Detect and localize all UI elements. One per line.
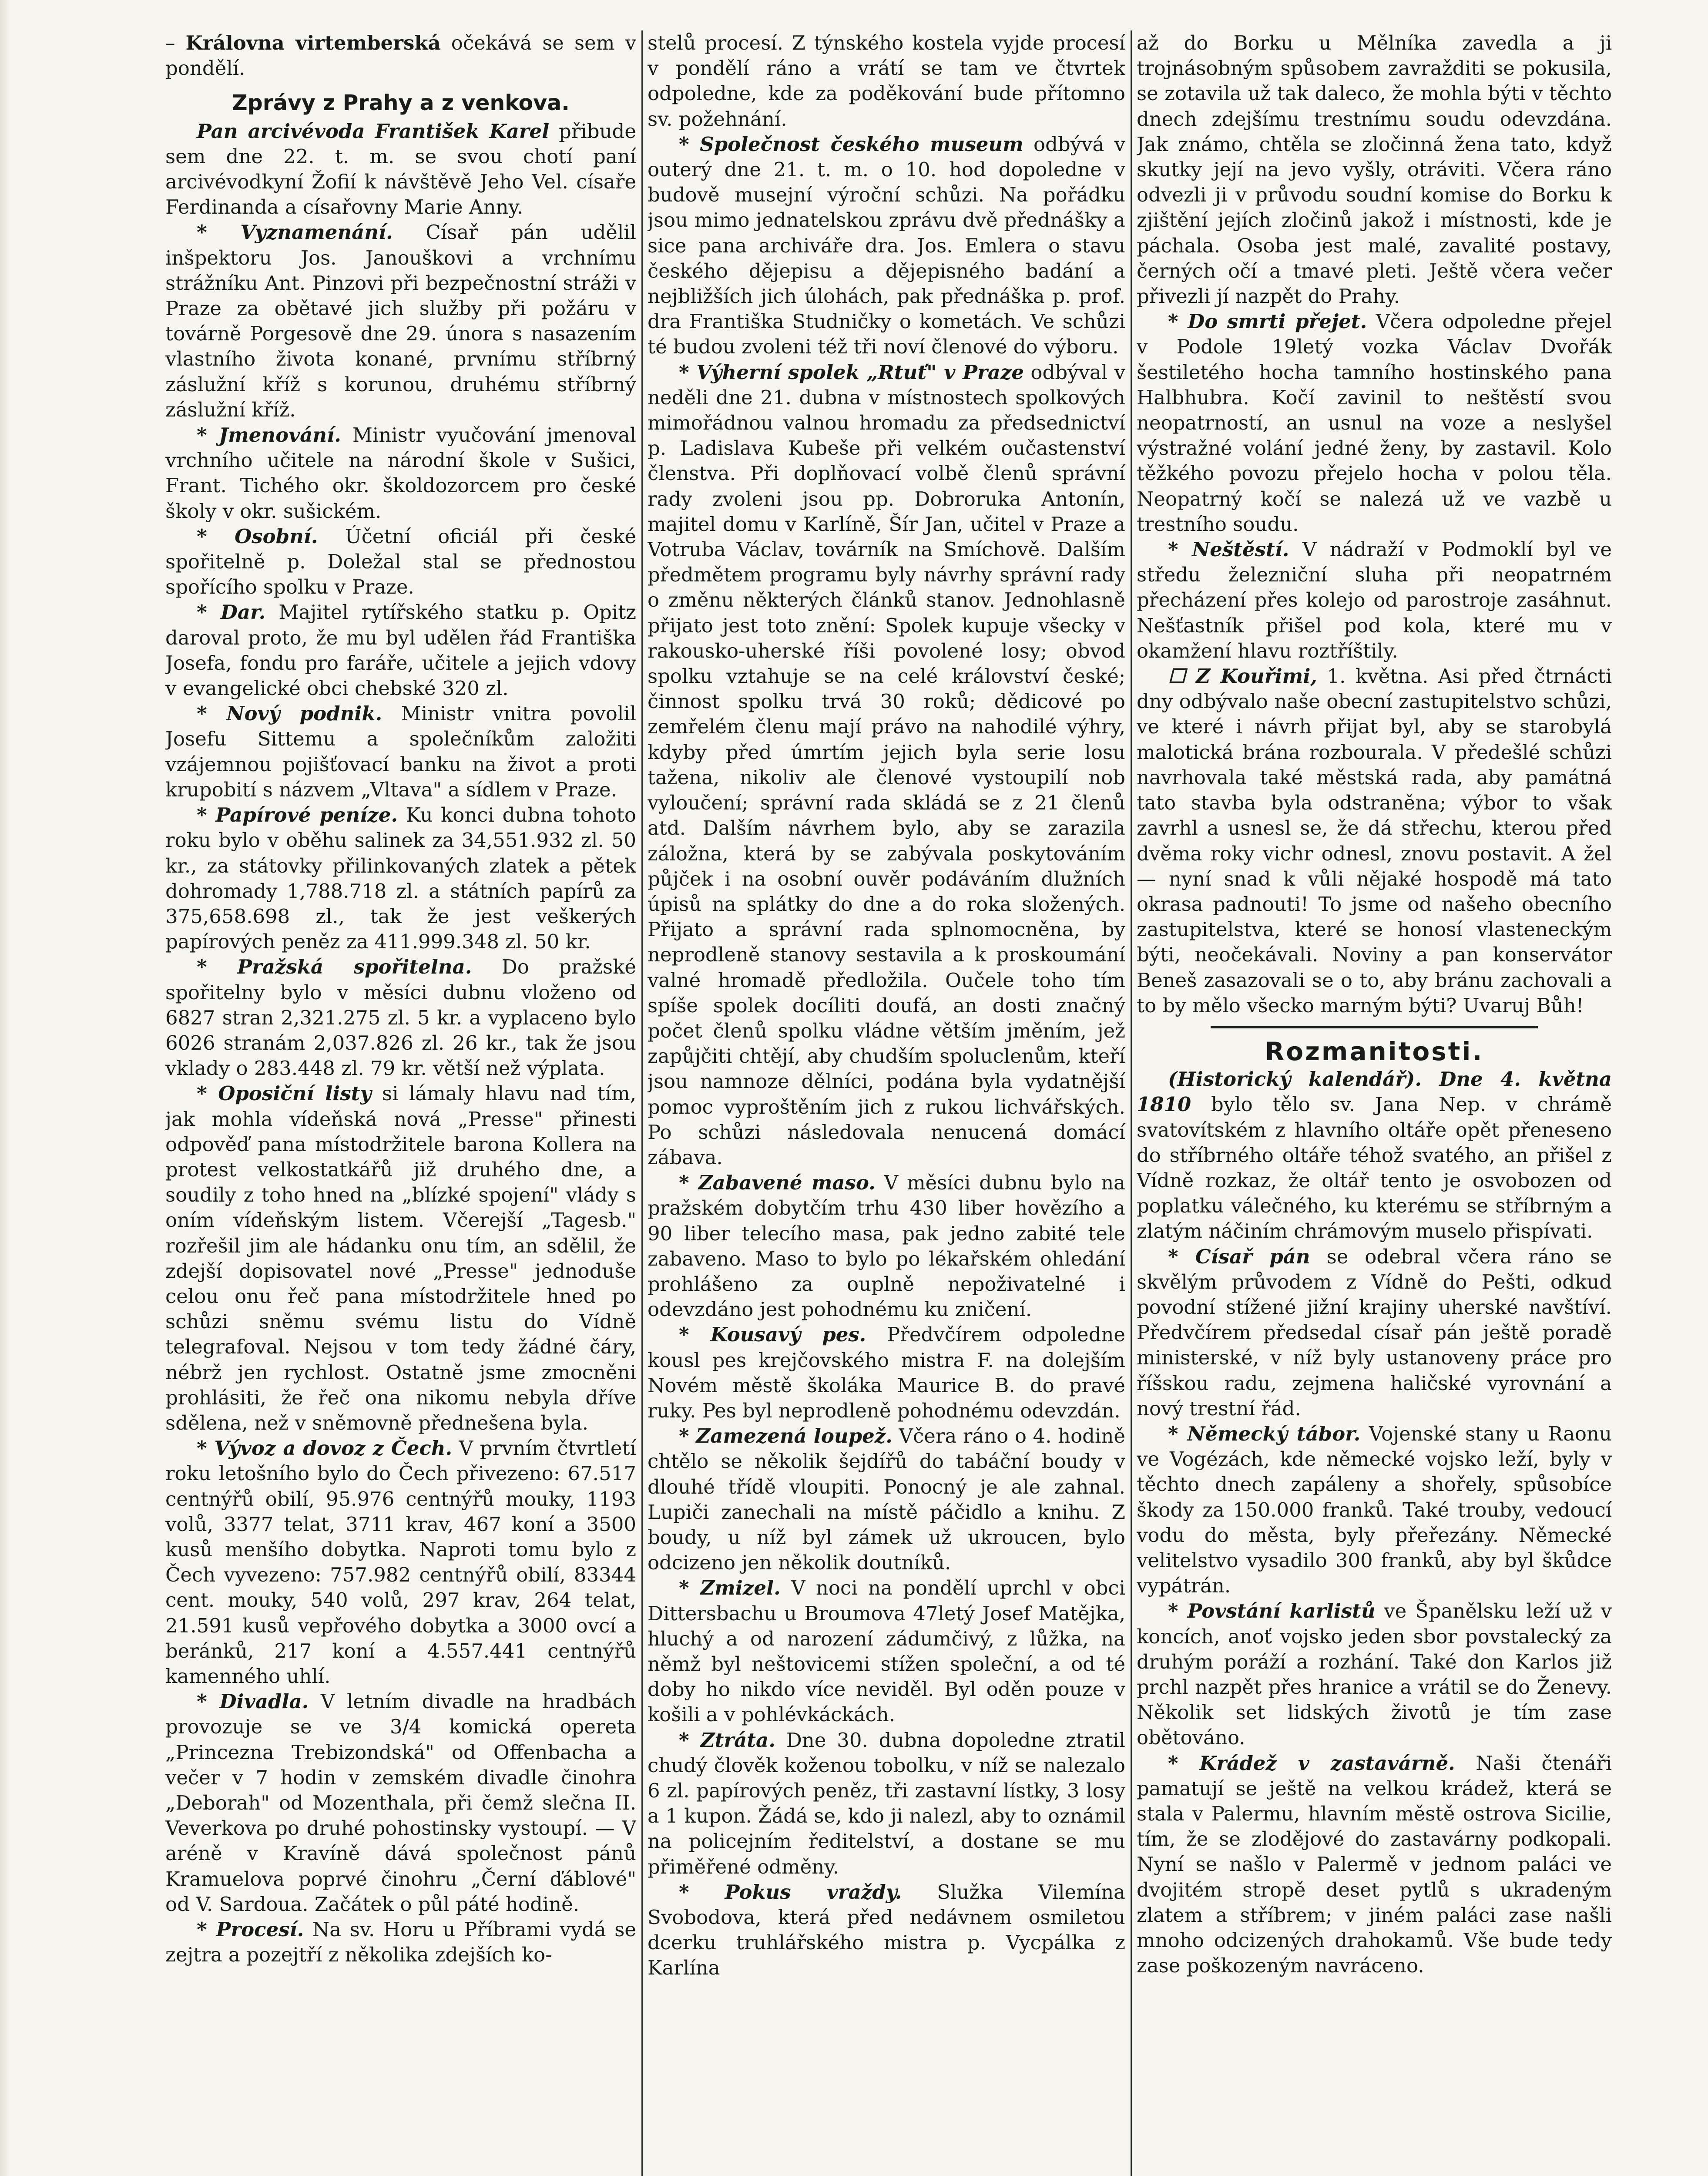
lead-item [165,30,636,81]
article-paragraph [1137,1598,1612,1750]
article-title: * Pokus vraždy. [679,1880,902,1904]
article-text: V noci na pondělí uprchl v obci Dittersbachu u Broumova 47letý Josef Matějka, hluchý a od narození zádumčivý, z lůžka, na němž byl neštovicemi stížen společní, a od té doby ho nikdo více neviděl. Byl oděn pouze v košili a v pohlévkáckách. [648,1576,1125,1726]
article-paragraph [1137,1421,1612,1598]
article-paragraph [648,1424,1125,1575]
article-text: V měsíci dubnu bylo na pražském dobytčím trhu 430 liber hovězího a 90 liber telecího masa, pak jedno zabité tele zabaveno. Maso to bylo po lékařském ohledání prohlášeno za ouplně nepoživatelné i odevzdáno jest pohodnému ku zničení. [648,1171,1125,1321]
article-text: V nádraží v Podmoklí byl ve středu železniční sluha při neopatrném přecházení přes kolejo od parostroje zasáhnut. Nešťastník přišel pod kola, které mu v okamžení hlavu roztříštily. [1137,538,1612,662]
article-paragraph [165,954,636,1081]
article-list [648,30,1125,1981]
article-paragraph [165,524,636,600]
article-text: odbývá v outerý dne 21. t. m. o 10. hod dopoledne v budově musejní výroční schůzi. Na pořádku jsou mimo jednatelskou zprávu dvě přednášky a sice pana archiváře dra. Jos. Emlera o stavu českého dějepisu a dějepisného badání a nejbližších jich úlohách, pak přednáška p. prof. dra Františka Studničky o kometách. Ve schůzi té budou zvoleni též tři noví členové do výboru. [648,132,1125,359]
article-title: * Ztráta. [679,1728,775,1752]
article-text: Včera ráno o 4. hodině chtělo se několik šejdířů do tabáční boudy v dlouhé třídě vloupiti. Ponocný je ale zahnal. Lupiči zanechali na místě páčidlo a knihu. Z boudy, u níž byl zámek už ukroucen, bylo odcizeno jen několik doutníků. [648,1424,1125,1575]
article-text: Včera odpoledne přejel v Podole 19letý vozka Václav Dvořák šestiletého hocha tamního hostinského pana Halbhubra. Kočí zavinil to neštěstí svou neopatrností, an usnul na voze a neslyšel výstražné volání jedné ženy, by zastavil. Kolo těžkého povozu přejelo hocha v polou těla. Neopatrný kočí se nalezá už ve vazbě u trestního soudu. [1137,310,1612,536]
column-2 [648,30,1125,2176]
article-text: V letním divadle na hradbách provozuje se ve 3/4 komická opereta „Princezna Trebizondská" od Offenbacha a večer v 7 hodin v zemském divadle činohra „Deborah" od Mozenthala, při čemž slečna II. Veverkova po druhé pohostinsky vystoupí. — V aréně v Kravíně dává společnost pánů Kramuelova poprvé činohru „Černí ďáblové" od V. Sardoua. Začátek o půl páté hodině. [165,1690,636,1916]
article-paragraph [648,360,1125,1171]
lead-bullet: – [165,31,186,54]
article-title: ☐ Z Kouřimi, [1168,665,1317,688]
article-paragraph [648,30,1125,132]
article-paragraph [1137,664,1612,1018]
article-text: Ministr vnitra povolil Josefu Sittemu a společníkům založiti vzájemnou pojišťovací banku na život a proti krupobití s názvem „Vltava" a sídlem v Praze. [165,702,636,801]
article-title: * Povstání karlistů [1168,1599,1376,1623]
article-text: stelů procesí. Z týnského kostela vyjde procesí v pondělí ráno a vrátí se tam ve čtvrtek odpoledne, kde za poděkování bude přítomno sv. požehnání. [648,31,1125,131]
article-text: se odebral včera ráno se skvělým průvodem z Vídně do Pešti, odkud povodní stížené jižní krajiny uherské navštíví. Předvčírem předsedal císař pán ještě poradě ministerské, v níž byly ustanoveny práce pro říšskou radu, zejmena haličské vyrovnání a nový trestní řád. [1137,1245,1612,1420]
article-paragraph [1137,1244,1612,1421]
article-title: (Historický kalendář). Dne 4. května 1810 [1137,1068,1612,1116]
article-paragraph [165,803,636,954]
section-heading-rozmanitosti: Rozmanitosti. [1265,1036,1484,1066]
article-paragraph [165,220,636,423]
column-1 [165,30,636,2176]
article-title: * Císař pán [1168,1245,1310,1268]
article-title: * Oposiční listy [197,1082,372,1105]
article-text: Naši čtenáři pamatují se ještě na velkou krádež, která se stala v Palermu, hlavním městě ostrova Sicilie, tím, že se zlodějové do zastavárny podkopali. Nyní se našlo v Palermě v jednom paláci ve dvojitém stropě deset pytlů s ukradeným zlatem a stříbrem; v jiném paláci zase našli mnoho odcizených drahokamů. Vše bude tedy zase poškozeným navráceno. [1137,1751,1612,1978]
article-title: * Do smrti přejet. [1168,310,1367,333]
article-title: * Krádež v zastavárně. [1168,1751,1455,1775]
article-text: Do pražské spořitelny bylo v měsíci dubnu vloženo od 6827 stran 2,321.275 zl. 5 kr. a vyplaceno bylo 6026 stranám 2,037.826 zl. 26 kr., tak že jsou vklady o 283.448 zl. 79 kr. větší než výplata. [165,955,636,1080]
article-title: * Zabavené maso. [679,1171,876,1195]
lead-text: očekává se sem v pondělí. [165,31,636,80]
article-title: * Vývoz a dovoz z Čech. [197,1437,453,1460]
article-paragraph [165,119,636,220]
article-text: 1. května. Asi před čtrnácti dny odbývalo naše obecní zastupitelstvo schůzi, ve které i návrh přijat byl, aby se starobylá malotická brána rozbourala. V předešlé schůzi navrhovala také městská rada, aby památná tato stavba byla odstraněna; výbor to však zavrhl a usnesl se, že dá střechu, kterou před dvěma roky vichr odnesl, znovu postavit. A žel — nyní snad k vůli nějaké hospodě má tato okrasa padnouti! To jsme od našeho obecního zastupitelstva, které se honosí vlasteneckým býti, neočekávali. Noviny a pan konservátor Beneš zasazovali se o to, aby bránu zachovali a to by mělo všecko marným býti? Uvaruj Bůh! [1137,665,1612,1017]
article-paragraph [1137,309,1612,537]
article-title: * Divadla. [197,1690,309,1713]
article-text: až do Borku u Mělníka zavedla a ji trojnásobným spůsobem zavražditi se pokusila, se zotavila už tak daleco, že mohla býti v těchto dnech zdejšímu trestnímu soudu odevzdána. Jak známo, chtěla se zločinná žena tato, když skutky její na jevo vyšly, otráviti. Včera ráno odvezli ji v průvodu soudní komise do Borku k zjištění jejích zločinů jakož i místnosti, kde je páchala. Osoba jest malé, zavalité postavy, černých očí a tmavé pleti. Ještě včera večer přivezli jí nazpět do Prahy. [1137,31,1612,308]
article-paragraph [648,132,1125,360]
section-divider [1211,1026,1538,1028]
article-text: odbýval v neděli dne 21. dubna v místnostech spolkových mimořádnou valnou hromadu za předsednictví p. Ladislava Kubeše při velkém oučastenství členstva. Při doplňovací volbě členů správní rady zvoleni jsou pp. Dobroruka Antonín, majitel domu v Karlíně, Šír Jan, učitel v Praze a Votruba Václav, továrník na Smíchově. Dalším předmětem programu byly návrhy správní rady o změnu některých článků stanov. Jednohlasně přijato jest toto znění: Spolek kupuje všecky v rakousko-uherské říši povolené losy; obvod spolku vztahuje se na celé království české; činnost spolku trvá 30 roků; dědicové po zemřelém členu mají právo na nahodilé výhry, kdyby před úmrtím jejich byla serie losu tažena, nikoliv ale členové vystoupilí nob vyloučení; správní rada skládá se z 21 členů atd. Dalším návrhem bylo, aby se zarazila záložna, která by se zabývala poskytováním půjček i na osobní ouvěr podáváním dlužních úpisů na splátky do dne a do roka složených. Přijato a správní rada splnomocněna, by neprodleně stanovy sestavila a k proskoumání valné hromadě předložila. Oučele toho tím spíše spolek docíliti doufá, an dosti značný počet členů spolku vládne větším jměním, jež zapůjčiti chtějí, aby chudším spoluclenům, kteří jsou namnoze dělníci, podána byla vydatnější pomoc vyproštěním jich z rukou lichvářských. Po schůzi následovala nenucená domácí zábava. [648,360,1125,1169]
article-paragraph [1137,30,1612,309]
article-title: * Neštěstí. [1168,538,1289,561]
article-title: * Procesí. [197,1918,304,1941]
article-list [1137,30,1612,1018]
left-scan-edge [0,0,10,2176]
article-title: * Kousavý pes. [679,1323,866,1347]
article-paragraph [165,1081,636,1436]
article-title: Pan arcivévoda František Karel [197,119,550,143]
article-text: Na sv. Horu u Příbrami vydá se zejtra a pozejtří z několika zdejších ko- [165,1918,636,1967]
article-text: si lámaly hlavu nad tím, jak mohla vídeňská nová „Presse" přinesti odpověď pana místodržitele barona Kollera na protest velkostatkářů již druhého dne, a soudily z toho hned na „blízké spojení" vlády s oním vídeňským listem. Včerejší „Tagesb." rozřešil jim ale hádanku onu tím, an sdělil, že zdejší dopisovatel nové „Presse" jednoduše celou onu řeč pana místodržitele hned po schůzi sněmu svému listu do Vídně telegrafoval. Nejsou v tom tedy žádné čáry, nébrž jen rychlost. Ostatně jsme zmocněni prohlásiti, že řeč ona nikomu nebyla dříve sdělena, než v sněmovně přednešena byla. [165,1082,636,1434]
article-text: Císař pán udělil inšpektoru Jos. Janouškovi a vrchnímu strážníku Ant. Pinzovi při bezpečnostní stráži v Praze za obětavé jich služby při požáru v továrně Porgesově dne 29. února s nasazením vlastního života konané, prvnímu stříbrný záslužní kříž s korunou, druhému stříbrný záslužní kříž. [165,221,636,421]
article-text: bylo tělo sv. Jana Nep. v chrámě svatovítském z hlavního oltáře opět přeneseno do stříbrného oltáře téhož svatého, an přišel z Vídně rozkaz, že oltář tento je osvobozen od poplatku válečného, ku kterému se stříbrným a zlatým náčiním chrámovým muselo přispívati. [1137,1093,1612,1243]
article-paragraph [165,1436,636,1689]
article-paragraph [165,423,636,524]
article-text: Účetní oficiál při české spořitelně p. Doležal stal se přednostou spořícího spolku v Praze. [165,524,636,599]
article-list [1137,1067,1612,1978]
article-text: Ku konci dubna tohoto roku bylo v oběhu salinek za 34,551.932 zl. 50 kr., za státovky přilinkovaných zlatek a pětek dohromady 1,788.718 zl. a státních papírů za 375,658.698 zl., tak že jest veškerých papírových peněz za 411.999.348 zl. 50 kr. [165,803,636,954]
article-title: * Výherní spolek „Rtuť" v Praze [679,360,1024,384]
article-paragraph [165,1689,636,1917]
article-title: * Nový podnik. [197,702,383,725]
article-text: ve Španělsku leží už v koncích, anoť vojsko jeden sbor povstalecký za druhým poráží a rozhání. Také don Karlos již prchl nazpět přes hranice a vrátil se do Ženevy. Několik set lidských životů je tím zase obětováno. [1137,1599,1612,1750]
article-title: * Vyznamenání. [197,221,393,244]
article-paragraph [648,1728,1125,1880]
article-text: V prvním čtvrtletí roku letošního bylo do Čech přivezeno: 67.517 centnýřů obilí, 95.976 centnýřů mouky, 1193 volů, 3377 telat, 3711 krav, 467 koní a 3500 kusů menšího dobytka. Naproti tomu bylo z Čech vyvezeno: 757.982 centnýřů obilí, 83344 cent. mouky, 540 volů, 297 krav, 264 telat, 21.591 kusů vepřového dobytka a 3000 ovcí a beránků, 217 koní a 4.557.441 centnýřů kamenného uhlí. [165,1437,636,1688]
article-title: * Německý tábor. [1168,1422,1361,1445]
article-title: * Osobní. [197,524,318,548]
article-text: Předvčírem odpoledne kousl pes krejčovského mistra F. na dolejším Novém městě školáka Maurice B. do pravé ruky. Pes byl neprodleně pohodnému odevzdán. [648,1323,1125,1422]
article-title: * Zamezená loupež. [679,1424,893,1448]
article-title: * Společnost českého museum [679,132,1023,156]
article-text: Ministr vyučování jmenoval vrchního učitele na národní škole v Sušici, Frant. Tichého okr. školdozorcem pro české školy v okr. sušickém. [165,423,636,523]
article-paragraph [165,1917,636,1968]
column-rule-2 [1131,30,1132,2176]
column-rule-1 [641,30,643,2176]
section-heading: Zprávy z Prahy a z venkova. [232,91,570,116]
article-title: * Dar. [197,601,266,624]
article-text: přibude sem dne 22. t. m. se svou chotí paní arcivévodkyní Žofií k návštěvě Jeho Vel. císaře Ferdinanda a císařovny Marie Anny. [165,119,636,219]
article-paragraph [1137,1751,1612,1979]
article-paragraph [648,1322,1125,1424]
article-paragraph [1137,537,1612,664]
article-paragraph [165,600,636,701]
article-paragraph [165,701,636,803]
column-3 [1137,30,1612,2176]
article-title: * Jmenování. [197,423,341,447]
article-paragraph [648,1170,1125,1322]
article-paragraph [648,1575,1125,1727]
article-title: * Pražská spořitelna. [197,955,472,979]
article-paragraph [1137,1067,1612,1244]
article-list [165,119,636,1968]
article-paragraph [648,1880,1125,1981]
article-text: Vojenské stany u Raonu ve Vogézách, kde německé vojsko leží, byly v těchto dnech zapáleny a shořely, spůsobíce škody za 150.000 franků. Také trouby, vedoucí vodu do města, byly přeřezány. Německé velitelstvo vysadilo 300 franků, aby byl škůdce vypátrán. [1137,1422,1612,1598]
article-text: Služka Vilemína Svobodova, která před nedávnem osmiletou dcerku truhlářského mistra p. Vycpálka z Karlína [648,1880,1125,1980]
article-title: * Papírové peníze. [197,803,398,827]
article-title: * Zmizel. [679,1576,781,1600]
article-text: Dne 30. dubna dopoledne ztratil chudý člověk koženou tobolku, v níž se nalezalo 6 zl. papírových peněz, tři zastavní lístky, 3 losy a 1 kupon. Žádá se, kdo ji nalezl, aby to oznámil na policejním ředitelství, a dostane se mu přiměřené odměny. [648,1728,1125,1878]
lead-strong: Královna virtemberská [185,31,441,54]
article-text: Majitel rytířského statku p. Opitz daroval proto, že mu byl udělen řád Františka Josefa, fondu pro faráře, učitele a jejich vdovy v evangelické obci chebské 320 zl. [165,601,636,700]
